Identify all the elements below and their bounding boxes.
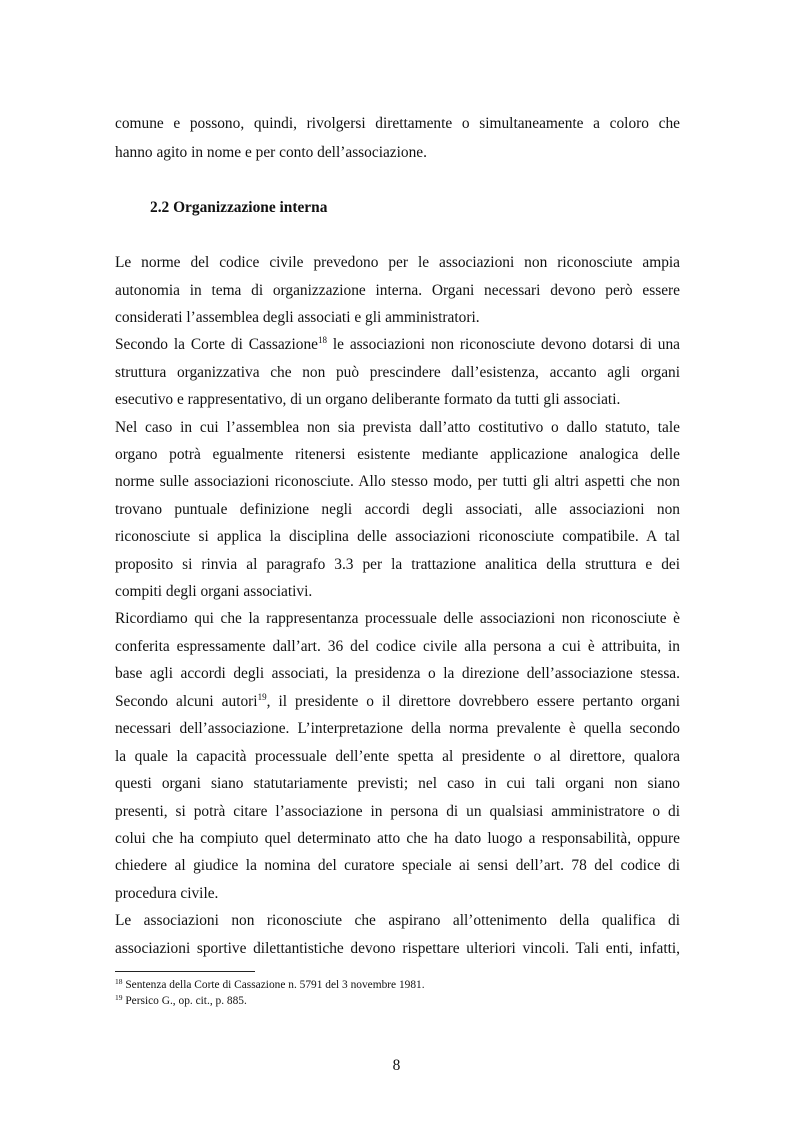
body-line: colui che ha compiuto quel determinato atto che ha dato luogo a responsabilità, oppure: [115, 830, 680, 847]
body-line: norme sulle associazioni riconosciute. Allo stesso modo, per tutti gli altri aspetti che non: [115, 473, 680, 490]
body-line: proposito si rinvia al paragrafo 3.3 per la trattazione analitica della struttura e dei: [115, 556, 680, 573]
body-line: struttura organizzativa che non può prescindere dall’esistenza, accanto agli organi: [115, 364, 680, 381]
text-segment: , il presidente o il direttore dovrebbero essere pertanto organi: [266, 693, 681, 710]
body-line: Ricordiamo qui che la rappresentanza processuale delle associazioni non riconosciute è: [115, 610, 680, 627]
footnote-18: [115, 978, 425, 993]
footnote-19: [115, 994, 247, 1009]
body-line: base agli accordi degli associati, la presidenza o la direzione dell’associazione stessa.: [115, 665, 680, 682]
body-line: considerati l’assemblea degli associati e gli amministratori.: [115, 309, 480, 326]
footnote-text: Persico G., op. cit., p. 885.: [122, 995, 247, 1007]
body-line: la quale la capacità processuale dell’ente spetta al presidente o al direttore, qualora: [115, 748, 680, 765]
footnote-number: 18: [115, 977, 123, 986]
body-line: Le associazioni non riconosciute che aspirano all’ottenimento della qualifica di: [115, 912, 680, 929]
body-line: conferita espressamente dall’art. 36 del codice civile alla persona a cui è attribuita, in: [115, 638, 680, 655]
body-line: presenti, si potrà citare l’associazione in persona di un qualsiasi amministratore o di: [115, 803, 680, 820]
body-line: autonomia in tema di organizzazione interna. Organi necessari devono però essere: [115, 282, 680, 299]
body-line: chiedere al giudice la nomina del curatore speciale ai sensi dell’art. 78 del codice di: [115, 857, 680, 874]
body-line: Nel caso in cui l’assemblea non sia prevista dall’atto costitutivo o dallo statuto, tale: [115, 419, 680, 436]
body-line: hanno agito in nome e per conto dell’associazione.: [115, 144, 427, 161]
footnote-ref-19: 19: [257, 692, 267, 702]
text-segment: le associazioni non riconosciute devono dotarsi di una: [327, 336, 680, 353]
footnote-text: Sentenza della Corte di Cassazione n. 5791 del 3 novembre 1981.: [122, 979, 425, 991]
body-line: riconosciute si applica la disciplina delle associazioni riconosciute compatibile. A tal: [115, 528, 680, 545]
body-line: organo potrà egualmente ritenersi esistente mediante applicazione analogica delle: [115, 446, 680, 463]
body-line-with-footnote: [115, 692, 680, 712]
footnote-separator: [115, 971, 255, 972]
page-number: 8: [392, 1057, 401, 1074]
body-line: compiti degli organi associativi.: [115, 583, 313, 600]
body-line-with-footnote: [115, 335, 680, 355]
text-segment: Secondo la Corte di Cassazione: [115, 336, 318, 353]
body-line: comune e possono, quindi, rivolgersi direttamente o simultaneamente a coloro che: [115, 115, 680, 132]
text-segment: Secondo alcuni autori: [115, 693, 258, 710]
section-heading: 2.2 Organizzazione interna: [150, 199, 328, 216]
footnote-number: 19: [115, 993, 123, 1002]
body-line: Le norme del codice civile prevedono per le associazioni non riconosciute ampia: [115, 254, 680, 271]
body-line: esecutivo e rappresentativo, di un organo deliberante formato da tutti gli associati.: [115, 391, 621, 408]
footnote-ref-18: 18: [318, 335, 327, 345]
body-line: necessari dell’associazione. L’interpretazione della norma prevalente è quella secondo: [115, 720, 680, 737]
body-line: questi organi siano statutariamente previsti; nel caso in cui tali organi non siano: [115, 775, 680, 792]
body-line: trovano puntuale definizione negli accordi degli associati, alle associazioni non: [115, 501, 680, 518]
body-line: procedura civile.: [115, 885, 219, 902]
body-line: associazioni sportive dilettantistiche devono rispettare ulteriori vincoli. Tali enti, infatti,: [115, 940, 680, 957]
